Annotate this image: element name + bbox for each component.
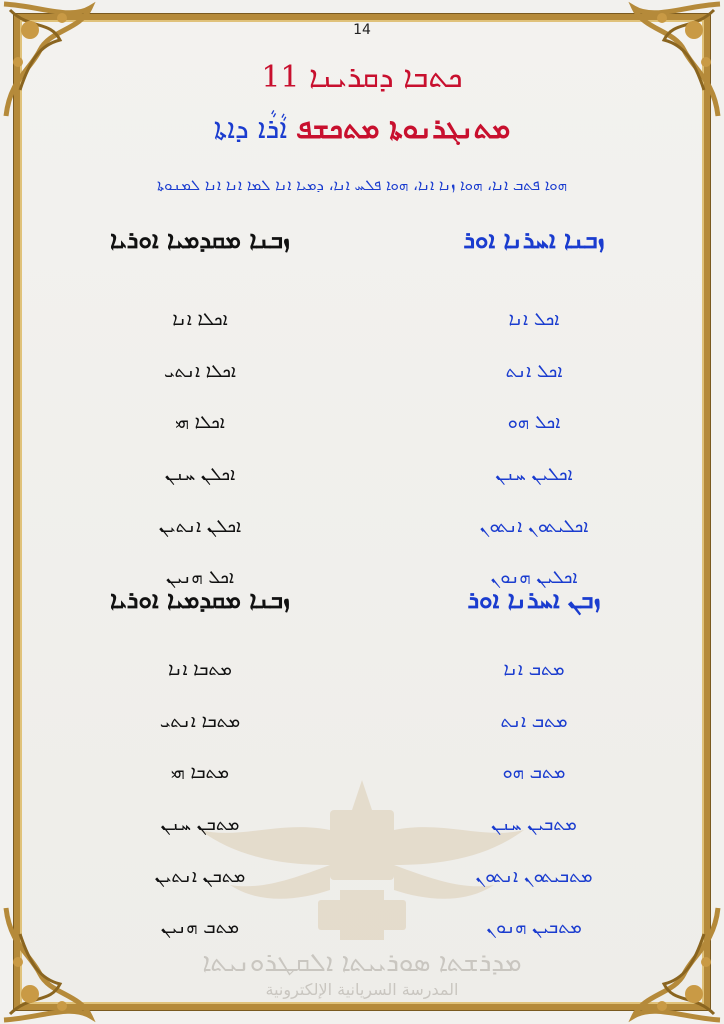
- cell-left: ܡܬܒܐ ܐܢܬܝ: [159, 710, 241, 732]
- table-row: [40, 799, 684, 851]
- table-row: [40, 346, 684, 398]
- cell-left: ܡܬܒܐ ܗܝ: [170, 762, 230, 784]
- lesson-subtitle: [0, 112, 724, 146]
- table-row: [40, 644, 684, 696]
- cell-left: ܐܟܠܐ ܐܢܬܝ: [164, 360, 236, 382]
- cell-left: ܡܬܒܐ ܐܢܐ: [168, 659, 232, 681]
- cell-left: ܐܟܠܢ ܚܢܢ: [164, 464, 236, 486]
- table-row: [40, 850, 684, 902]
- table-row: [40, 902, 684, 954]
- cell-right: ܡܬܒܝܢ ܚܢܢ: [491, 814, 577, 836]
- cell-right: ܐܟܠ ܗܘ: [507, 412, 561, 434]
- cell-left: ܐܟܠܢ ܐܢܬܝܢ: [158, 515, 242, 537]
- subtitle-blue-part: ܐܵܪܵܐ ܕܐܬܐ: [213, 112, 288, 145]
- cell-right: ܐܟܠܝܢ ܚܢܢ: [495, 464, 573, 486]
- cell-right: ܡܬܒ ܗܘ: [502, 762, 566, 784]
- table-row: [40, 747, 684, 799]
- cell-left: ܡܬܒܢ ܐܢܬܝܢ: [154, 865, 246, 887]
- cell-right: ܐܟܠܝܢ ܗܢܘܢ: [490, 567, 578, 589]
- cell-left: ܡܬܒܢ ܚܢܢ: [160, 814, 240, 836]
- table-row: [40, 500, 684, 552]
- section-header: [40, 582, 684, 618]
- table-row: [40, 294, 684, 346]
- header-right: ܙܒܢܐ ܐܚܪܢܐ ܐܘܪ: [463, 226, 605, 254]
- header-left: ܙܒܢܐ ܡܩܕܡܝܐ ܐܘܪܝܐ: [110, 226, 290, 254]
- cell-right: ܡܬܒ ܐܢܬ: [500, 710, 568, 732]
- table-row: [40, 449, 684, 501]
- watermark-arabic-text: المدرسة السريانية الإلكترونية: [265, 980, 459, 999]
- cell-left: ܡܬܒ ܗܢܝܢ: [160, 917, 240, 939]
- table-row: [40, 397, 684, 449]
- cell-right: ܐܟܠܝܬܘܢ ܐܢܬܘܢ: [479, 515, 589, 537]
- header-right: ܙܒܢ ܐܚܪܢܐ ܐܘܪ: [467, 586, 601, 614]
- cell-right: ܐܟܠ ܐܢܐ: [508, 309, 560, 331]
- cell-right: ܡܬܒ ܐܢܐ: [503, 659, 565, 681]
- cell-right: ܐܟܠ ܐܢܬ: [505, 360, 563, 382]
- cell-right: ܡܬܒܝܢ ܗܢܘܢ: [486, 917, 582, 939]
- table-row: [40, 696, 684, 748]
- pronoun-list: ܗܘܐ ܦܬܒ ܐܢܐ، ܗܘܐ ܙܢܐ ܐܢܐ، ܗܘܐ ܦܠܚ ܐܢܐ، ܕܡܝܐ ܐܢܐ ܠܡܐ ܐܢܐ ܐܢܐ ܠܡܢܘܬܐ: [156, 176, 567, 194]
- cell-left: ܐܟܠܐ ܐܢܐ: [172, 309, 228, 331]
- subtitle-red-part: ܡܬܢܓܪܢܘܬܐ ܡܬܟܫܦ: [295, 112, 511, 145]
- conjugation-section-2: [40, 582, 684, 954]
- cell-left: ܐܟܠܐ ܗܝ: [175, 412, 225, 434]
- page-number: 14: [353, 22, 371, 38]
- cell-right: ܡܬܒܝܬܘܢ ܐܢܬܘܢ: [475, 865, 593, 887]
- conjugation-section-1: [40, 222, 684, 604]
- cell-left: ܐܟܠ ܗܢܝܢ: [166, 567, 234, 589]
- header-left: ܙܒܢܐ ܡܩܕܡܝܐ ܐܘܪܝܐ: [110, 586, 290, 614]
- section-header: [40, 222, 684, 258]
- lesson-title: ܟܬܒܐ ܕܩܪܝܢܐ 11: [261, 60, 463, 95]
- watermark-syriac-text: ܡܕܪܫܬܐ ܣܘܪܝܝܬܐ ܐܠܩܛܪܘܢܝܬܐ: [202, 948, 522, 978]
